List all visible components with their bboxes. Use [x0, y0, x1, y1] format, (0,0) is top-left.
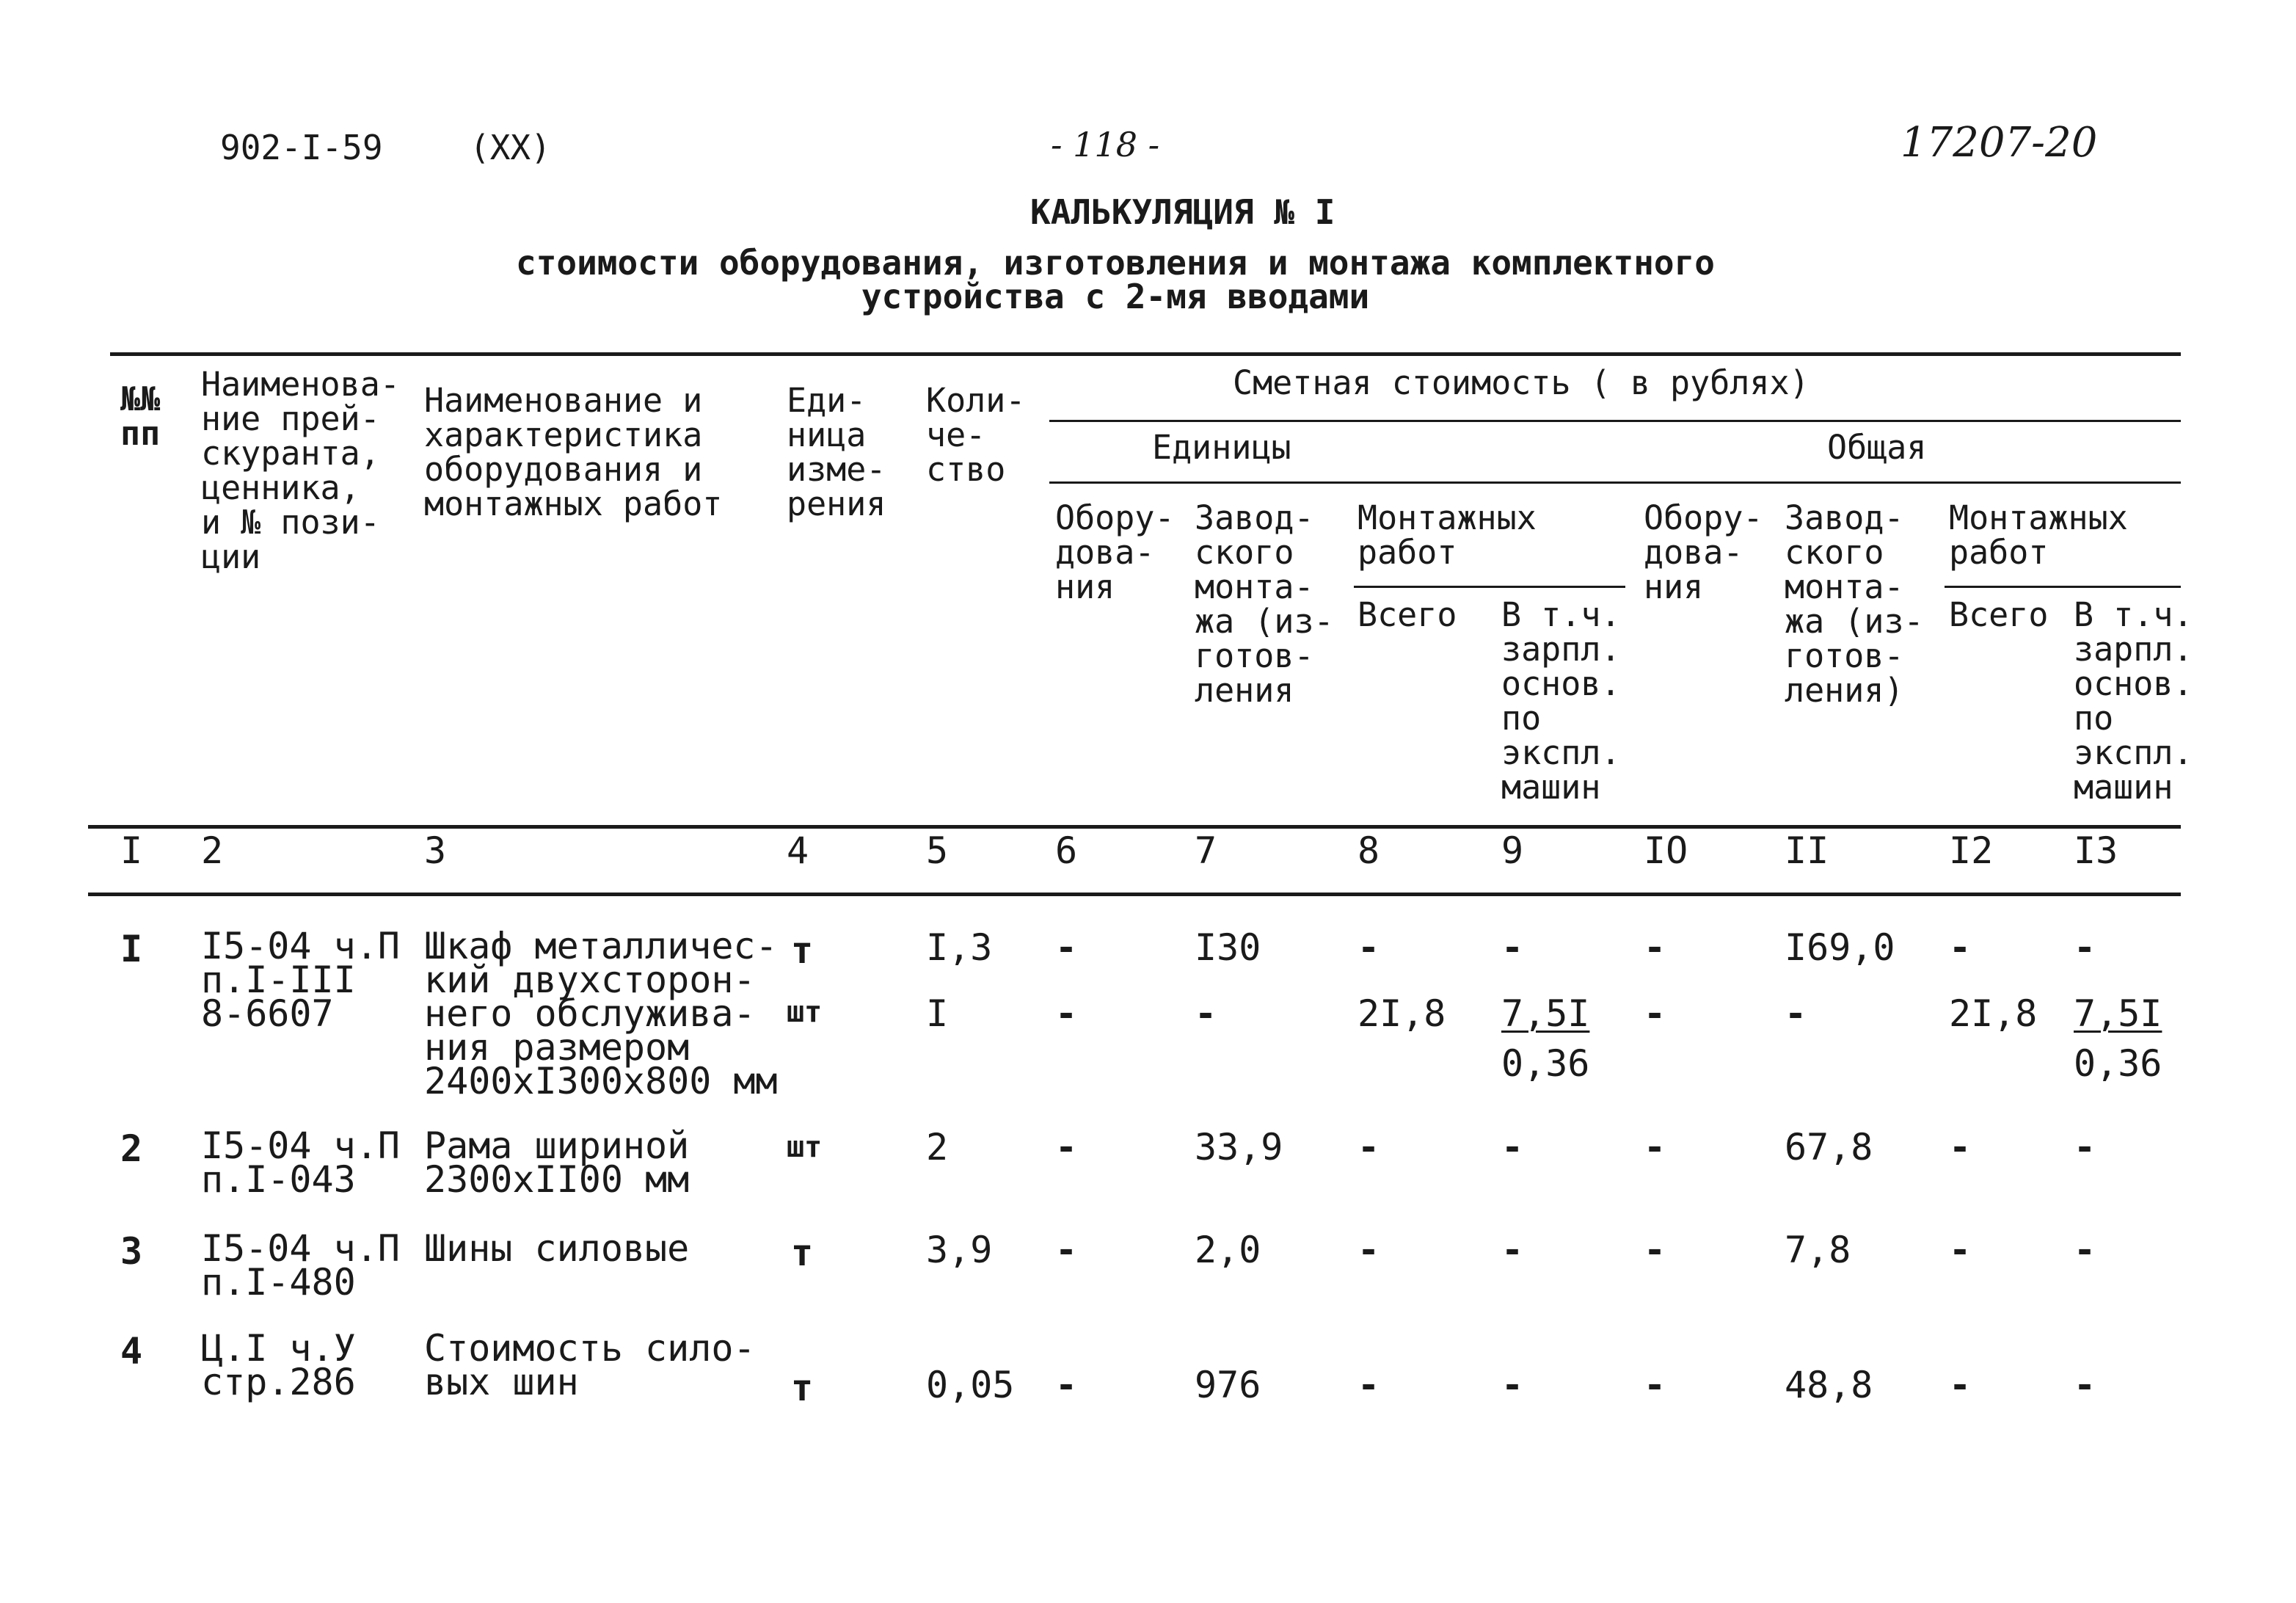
- col-header-unit-mounting: Монтажных работ: [1357, 498, 1537, 572]
- unit-factory-cost: 2,0: [1195, 1229, 1261, 1271]
- total-mounting-wages: -: [2074, 1364, 2096, 1406]
- column-number: II: [1785, 829, 1829, 872]
- col-header-unit-mounting-incl: В т.ч. зарпл. основ. по экспл. машин: [1501, 595, 1621, 807]
- col-header-quantity: Коли- че- ство: [926, 381, 1026, 489]
- unit-mounting-total: -: [1357, 1126, 1380, 1168]
- total-mounting-wages: -: [2074, 1126, 2096, 1168]
- table-top-rule: [110, 352, 2181, 356]
- item-description: Шины силовые: [424, 1227, 690, 1270]
- price-list-ref: I5-04 ч.П п.I-480: [201, 1227, 400, 1304]
- unit-equipment-cost: -: [1055, 926, 1078, 969]
- col-header-unit-group: Единицы: [1152, 428, 1291, 467]
- unit-mounting-wages: 7,5I: [1501, 992, 1590, 1035]
- unit-mounting-total: -: [1357, 1364, 1380, 1406]
- item-description: Рама шириной 2300хII00 мм: [424, 1124, 690, 1201]
- document-code: 902-I-59: [220, 128, 383, 167]
- quantity: 3,9: [926, 1229, 993, 1271]
- total-equipment-cost: -: [1644, 1126, 1666, 1168]
- total-factory-cost: -: [1785, 992, 1807, 1035]
- document-title: КАЛЬКУЛЯЦИЯ № I: [1030, 192, 1335, 232]
- total-mounting-machine-wages: 0,36: [2074, 1042, 2162, 1085]
- total-mounting-wages: -: [2074, 1229, 2096, 1271]
- total-factory-cost: 48,8: [1785, 1364, 1873, 1406]
- total-equipment-cost: -: [1644, 992, 1666, 1035]
- unit-equipment-cost: -: [1055, 992, 1078, 1035]
- price-list-ref: Ц.I ч.У стр.286: [201, 1327, 356, 1403]
- unit-mounting-wages: -: [1501, 926, 1524, 969]
- quantity: I: [926, 992, 949, 1035]
- total-group-rule: [1328, 481, 2181, 484]
- header-bottom-rule: [88, 825, 2181, 829]
- unit-mounting-rule: [1354, 586, 1625, 588]
- unit-mounting-total: 2I,8: [1357, 992, 1446, 1035]
- total-factory-cost: 67,8: [1785, 1126, 1873, 1168]
- row-number: 3: [120, 1230, 143, 1273]
- inventory-stamp: 17207-20: [1900, 119, 2098, 167]
- total-mounting-rule: [1945, 586, 2181, 588]
- unit-mounting-wages: -: [1501, 1126, 1524, 1168]
- column-number: I2: [1949, 829, 1994, 872]
- column-number: 2: [201, 829, 224, 872]
- estimate-group-rule: [1049, 420, 2181, 422]
- item-description: Шкаф металличес- кий двухсторон- него обслужива- ния размером 2400хI300х800 мм: [424, 925, 778, 1102]
- column-number: IO: [1644, 829, 1688, 872]
- unit-mounting-total: -: [1357, 926, 1380, 969]
- quantity: I,3: [926, 926, 993, 969]
- col-header-total-mounting-all: Всего: [1949, 595, 2049, 634]
- col-header-unit-factory: Завод- ского монта- жа (из- готов- ления: [1195, 498, 1334, 710]
- document-subtitle-line1: стоимости оборудования, изготовления и монтажа комплектного: [516, 243, 1715, 283]
- unit-equipment-cost: -: [1055, 1229, 1078, 1271]
- total-mounting-wages: -: [2074, 926, 2096, 969]
- column-number: I3: [2074, 829, 2118, 872]
- unit-factory-cost: 976: [1195, 1364, 1261, 1406]
- column-number: 5: [926, 829, 949, 872]
- unit: т: [791, 929, 814, 972]
- total-equipment-cost: -: [1644, 1364, 1666, 1406]
- unit-factory-cost: -: [1195, 992, 1217, 1035]
- col-header-total-equipment: Обору- дова- ния: [1644, 498, 1763, 606]
- unit: шт: [787, 995, 823, 1029]
- document-subtitle-line2: устройства с 2-мя вводами: [861, 277, 1370, 316]
- row-number: I: [120, 928, 143, 970]
- column-numbers-rule: [88, 893, 2181, 896]
- page-number: - 118 -: [1051, 125, 1160, 164]
- unit-equipment-cost: -: [1055, 1364, 1078, 1406]
- unit-factory-cost: I30: [1195, 926, 1261, 969]
- unit: шт: [787, 1130, 823, 1164]
- column-number: 3: [424, 829, 447, 872]
- col-header-estimate: Сметная стоимость ( в рублях): [1233, 363, 1810, 402]
- price-list-ref: I5-04 ч.П п.I-III 8-6607: [201, 925, 400, 1035]
- col-header-price-list: Наименова- ние прей- скуранта, ценника, и № пози- ции: [201, 365, 400, 576]
- column-number: 7: [1195, 829, 1217, 872]
- total-factory-cost: 7,8: [1785, 1229, 1851, 1271]
- unit-equipment-cost: -: [1055, 1126, 1078, 1168]
- unit-mounting-wages: -: [1501, 1229, 1524, 1271]
- total-mounting-wages: 7,5I: [2074, 992, 2162, 1035]
- col-header-unit-mounting-all: Всего: [1357, 595, 1457, 634]
- quantity: 0,05: [926, 1364, 1015, 1406]
- quantity: 2: [926, 1126, 949, 1168]
- total-mounting-total: 2I,8: [1949, 992, 2038, 1035]
- col-header-unit-equipment: Обору- дова- ния: [1055, 498, 1175, 606]
- column-number: 8: [1357, 829, 1380, 872]
- col-header-total-factory: Завод- ского монта- жа (из- готов- ления): [1785, 498, 1924, 710]
- column-number: 4: [787, 829, 809, 872]
- total-mounting-total: -: [1949, 1364, 1972, 1406]
- column-number: I: [120, 829, 143, 872]
- total-mounting-total: -: [1949, 1229, 1972, 1271]
- unit-mounting-machine-wages: 0,36: [1501, 1042, 1590, 1085]
- unit: т: [791, 1367, 814, 1409]
- col-header-number: №№ пп: [120, 379, 161, 453]
- unit-mounting-total: -: [1357, 1229, 1380, 1271]
- album-number: (XX): [470, 128, 551, 167]
- row-number: 4: [120, 1330, 143, 1373]
- col-header-total-mounting-incl: В т.ч. зарпл. основ. по экспл. машин: [2074, 595, 2193, 807]
- item-description: Стоимость сило- вых шин: [424, 1327, 756, 1403]
- unit-group-rule: [1049, 481, 1328, 484]
- col-header-total-mounting: Монтажных работ: [1949, 498, 2128, 572]
- total-mounting-total: -: [1949, 1126, 1972, 1168]
- column-number: 9: [1501, 829, 1524, 872]
- unit: т: [791, 1232, 814, 1274]
- row-number: 2: [120, 1127, 143, 1170]
- column-number: 6: [1055, 829, 1078, 872]
- total-equipment-cost: -: [1644, 926, 1666, 969]
- col-header-total-group: Общая: [1827, 428, 1927, 467]
- total-factory-cost: I69,0: [1785, 926, 1895, 969]
- col-header-unit: Еди- ница изме- рения: [787, 381, 886, 523]
- unit-factory-cost: 33,9: [1195, 1126, 1283, 1168]
- total-equipment-cost: -: [1644, 1229, 1666, 1271]
- col-header-description: Наименование и характеристика оборудования и монтажных работ: [424, 381, 723, 523]
- price-list-ref: I5-04 ч.П п.I-043: [201, 1124, 400, 1201]
- total-mounting-total: -: [1949, 926, 1972, 969]
- unit-mounting-wages: -: [1501, 1364, 1524, 1406]
